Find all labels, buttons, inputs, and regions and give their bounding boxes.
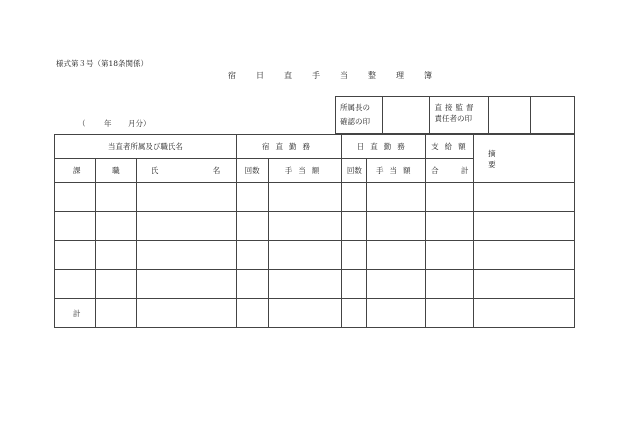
supervisor-line1: 所属長の <box>340 103 370 112</box>
period-month: 月分） <box>128 119 151 128</box>
col-name-2: 名 <box>212 166 221 175</box>
col-night-amount: 手当額 <box>284 166 326 175</box>
supervisor-seal-cell[interactable] <box>382 97 430 134</box>
total-row <box>55 299 575 328</box>
table-row <box>55 212 575 241</box>
table-row <box>55 241 575 270</box>
group-pay: 支給額 <box>431 142 472 151</box>
group-person: 当直者所属及び職氏名 <box>55 135 237 159</box>
supervisor-line2: 確認の印 <box>340 117 370 126</box>
col-total-1: 合 <box>431 166 439 175</box>
manager-seal-cell[interactable] <box>488 97 530 134</box>
period-open: （ <box>78 119 86 128</box>
col-name-1: 氏 <box>150 166 159 175</box>
col-name <box>136 159 236 183</box>
table-row <box>55 270 575 299</box>
group-header-row <box>55 135 575 159</box>
col-day-count: 回数 <box>342 159 367 183</box>
remarks-header: 摘要 <box>488 148 536 169</box>
supervisor-seal-label <box>336 97 383 134</box>
manager-seal-extra-cell[interactable] <box>530 97 574 134</box>
manager-line2: 責任者の印 <box>434 113 472 123</box>
col-night-count: 回数 <box>236 159 268 183</box>
group-day: 日直勤務 <box>356 142 411 151</box>
document-title: 宿日直手当整理簿 <box>228 71 452 80</box>
col-job: 職 <box>95 159 136 183</box>
approval-box <box>335 96 575 134</box>
total-row-label: 計 <box>55 299 96 328</box>
period-year: 年 <box>104 119 112 128</box>
col-section: 課 <box>55 159 96 183</box>
col-day-amount: 手当額 <box>375 166 417 175</box>
form-label: 様式第３号（第18条関係） <box>56 59 149 68</box>
col-total-2: 計 <box>461 166 469 175</box>
group-night: 宿直勤務 <box>262 142 317 151</box>
manager-seal-label <box>430 97 488 134</box>
manager-line1: 直接監督 <box>434 103 477 113</box>
table-row <box>55 183 575 212</box>
ledger-table <box>54 134 575 328</box>
